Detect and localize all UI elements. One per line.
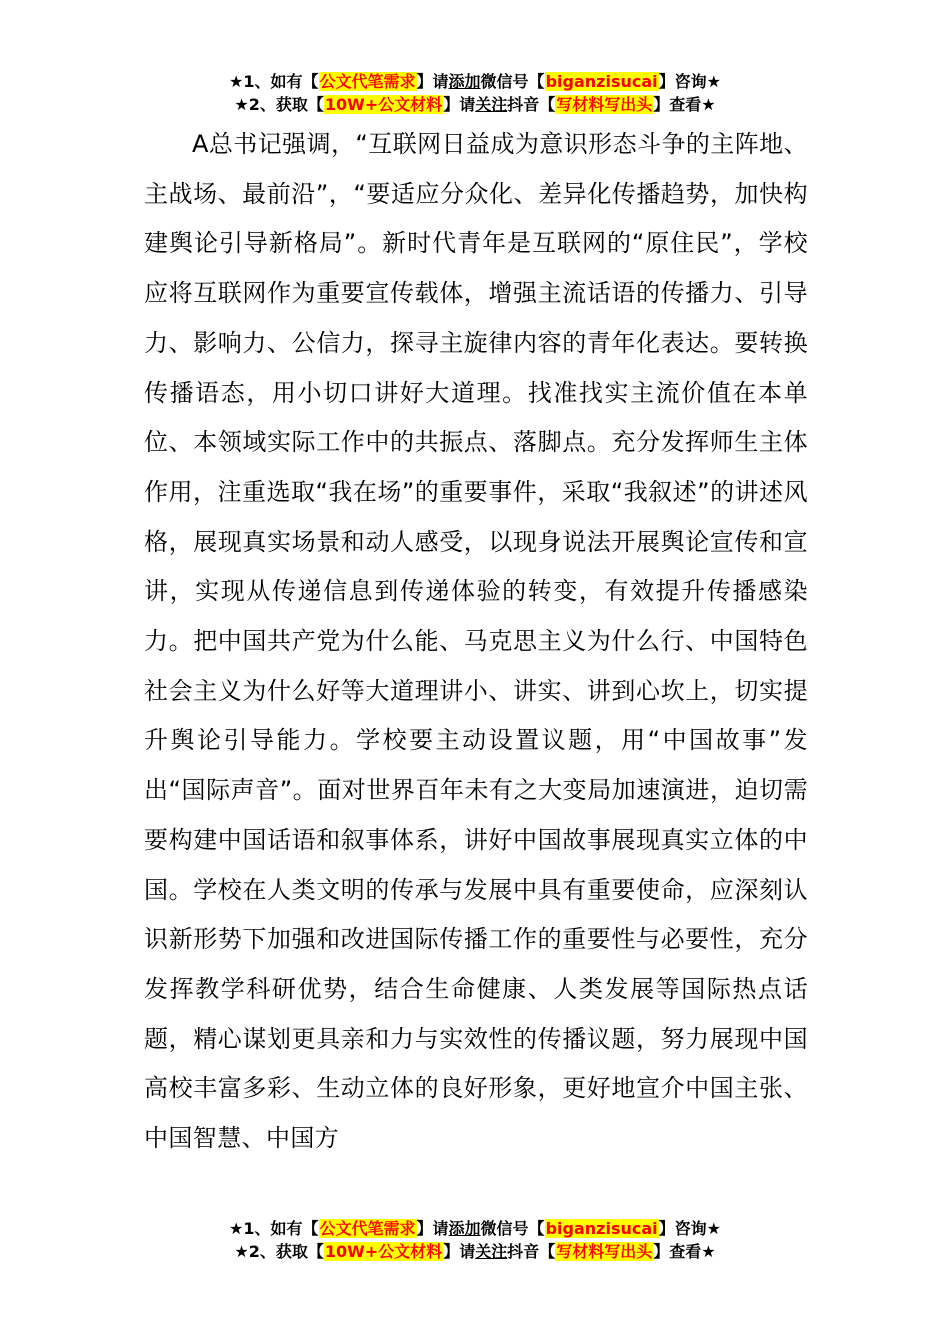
underlined-text: 添加 [448,1219,481,1238]
underlined-text: 添加 [448,72,481,91]
highlight-service: 公文代笔需求 [319,1219,416,1238]
banner-text: 】请 [416,1219,449,1238]
banner-text: ★1、如有【 [229,72,319,91]
underlined-text: 关注 [475,1242,508,1261]
banner-line-2 [0,93,950,116]
banner-line-1 [0,1217,950,1240]
underlined-text: 关注 [475,95,508,114]
highlight-wechat-id: biganzisucai [545,72,658,91]
highlight-wechat-id: biganzisucai [545,1219,658,1238]
highlight-douyin-account: 写材料写出头 [556,1242,653,1261]
banner-text: 】查看★ [653,95,716,114]
highlight-materials: 10W+公文材料 [324,1242,443,1261]
banner-text: ★1、如有【 [229,1219,319,1238]
banner-text: 】请 [443,1242,476,1261]
banner-line-1 [0,70,950,93]
highlight-service: 公文代笔需求 [319,72,416,91]
banner-text: 微信号【 [480,72,545,91]
highlight-douyin-account: 写材料写出头 [556,95,653,114]
banner-text: ★2、获取【 [234,1242,324,1261]
highlight-materials: 10W+公文材料 [324,95,443,114]
banner-text: 抖音【 [507,1242,556,1261]
banner-text: ★2、获取【 [234,95,324,114]
banner-text: 】查看★ [653,1242,716,1261]
body-paragraph: A总书记强调，“互联网日益成为意识形态斗争的主阵地、主战场、最前沿”，“要适应分众化、差异化传播趋势，加快构建舆论引导新格局”。新时代青年是互联网的“原住民”，学校应将互联网作为重要宣传载体，增强主流话语的传播力、引导力、影响力、公信力，探寻主旋律内容的青年化表达。要转换传播语态，用小切口讲好大道理。找准找实主流价值在本单位、本领域实际工作中的共振点、落脚点。充分发挥师生主体作用，注重选取“我在场”的重要事件，采取“我叙述”的讲述风格，展现真实场景和动人感受，以现身说法开展舆论宣传和宣讲，实现从传递信息到传递体验的转变，有效提升传播感染力。把中国共产党为什么能、马克思主义为什么行、中国特色社会主义为什么好等大道理讲小、讲实、讲到心坎上，切实提升舆论引导能力。学校要主动设置议题，用“中国故事”发出“国际声音”。面对世界百年未有之大变局加速演进，迫切需要构建中国话语和叙事体系，讲好中国故事展现真实立体的中国。学校在人类文明的传承与发展中具有重要使命，应深刻认识新形势下加强和改进国际传播工作的重要性与必要性，充分发挥教学科研优势，结合生命健康、人类发展等国际热点话题，精心谋划更具亲和力与实效性的传播议题，努力展现中国高校丰富多彩、生动立体的良好形象，更好地宣介中国主张、中国智慧、中国方 [144,130,808,1153]
banner-text: 抖音【 [507,95,556,114]
header-banner [0,70,950,116]
banner-line-2 [0,1240,950,1263]
banner-text: 微信号【 [480,1219,545,1238]
footer-banner [0,1217,950,1263]
banner-text: 】咨询★ [658,1219,721,1238]
banner-text: 】咨询★ [658,72,721,91]
banner-text: 】请 [443,95,476,114]
banner-text: 】请 [416,72,449,91]
